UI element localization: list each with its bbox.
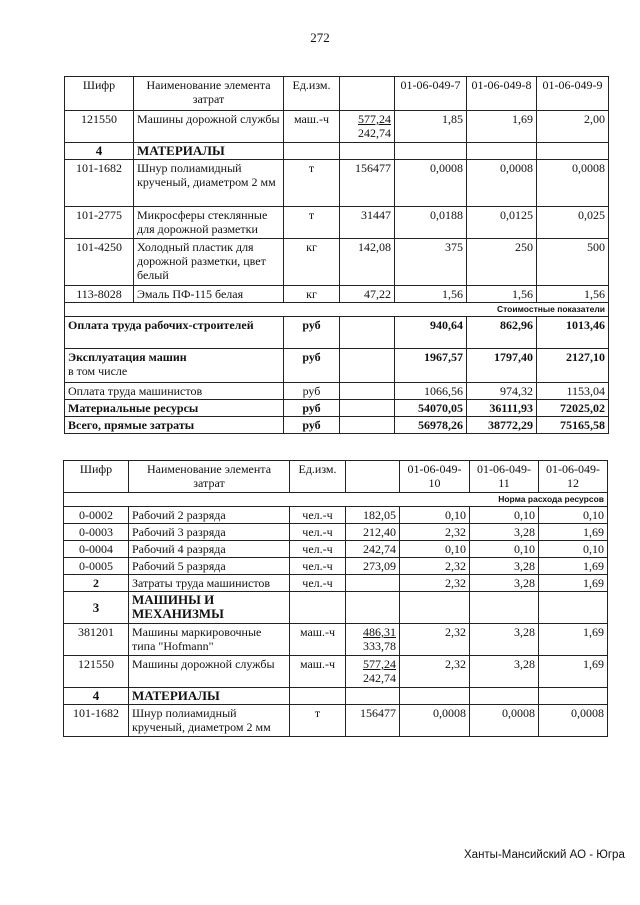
row-value-1: 2,32 [400,558,470,575]
section-code: 4 [65,143,134,160]
cost-name: Оплата труда машинистов [65,383,284,400]
row-value-1: 0,10 [400,541,470,558]
cost-name: Эксплуатация машин [68,350,187,364]
row-value-2: 0,0125 [467,207,537,239]
row-price [346,624,400,656]
row-unit: чел.-ч [290,558,346,575]
row-value-3: 0,0008 [539,705,608,737]
row-value-1: 2,32 [400,575,470,592]
cost-row [65,417,609,434]
row-price: 212,40 [346,524,400,541]
cost-row [65,383,609,400]
cost-indicators-band [65,303,609,317]
cost-value-2: 38772,29 [467,417,537,434]
row-price: 156477 [346,705,400,737]
cost-value-3: 1013,46 [537,317,609,349]
row-value-2: 250 [467,239,537,286]
cost-value-3: 72025,02 [537,400,609,417]
header-name: Наименование элемента затрат [129,461,290,493]
cost-value-2: 974,32 [467,383,537,400]
row-value-3: 1,69 [539,575,608,592]
table-row [64,656,608,688]
price-top: 486,31 [363,625,396,639]
price-bottom: 242,74 [363,671,396,685]
row-value-2: 0,10 [470,541,539,558]
row-price: 273,09 [346,558,400,575]
row-unit: т [290,705,346,737]
table-row [65,239,609,286]
row-name: Машины дорожной службы [129,656,290,688]
section-title: МАТЕРИАЛЫ [129,688,290,705]
row-price: 242,74 [346,541,400,558]
header-code: Шифр [65,77,134,111]
row-value-2: 3,28 [470,575,539,592]
row-value-2: 3,28 [470,656,539,688]
row-value-1: 0,0008 [395,160,467,207]
table-row [65,111,609,143]
row-value-1: 2,32 [400,656,470,688]
header-price [346,461,400,493]
cost-value-1: 1967,57 [395,349,467,383]
row-code: 2 [64,575,129,592]
cost-unit: руб [284,417,340,434]
row-unit: т [284,160,340,207]
row-price [346,656,400,688]
row-name: Машины дорожной службы [134,111,284,143]
row-name: Рабочий 4 разряда [129,541,290,558]
row-value-2: 1,69 [467,111,537,143]
band-label: Норма расхода ресурсов [400,493,608,507]
row-value-3: 0,10 [539,507,608,524]
row-name: Рабочий 3 разряда [129,524,290,541]
row-unit: чел.-ч [290,541,346,558]
price-bottom: 242,74 [358,126,391,140]
table-row [64,705,608,737]
cost-value-1: 56978,26 [395,417,467,434]
header-code: Шифр [64,461,129,493]
row-value-2: 3,28 [470,524,539,541]
table-row [64,541,608,558]
table-row [65,286,609,303]
row-value-2: 0,0008 [470,705,539,737]
row-value-3: 2,00 [537,111,609,143]
cost-unit: руб [284,383,340,400]
table-row [64,624,608,656]
price-bottom: 333,78 [363,639,396,653]
header-col1: 01-06-049-10 [400,461,470,493]
row-name: Рабочий 2 разряда [129,507,290,524]
row-name: Холодный пластик для дорожной разметки, цвет белый [134,239,284,286]
row-name: Эмаль ПФ-115 белая [134,286,284,303]
section-title: МАШИНЫ И МЕХАНИЗМЫ [129,592,290,624]
page-number: 272 [310,30,330,45]
cost-name: Оплата труда рабочих-строителей [65,317,284,349]
header-unit: Ед.изм. [290,461,346,493]
row-unit: чел.-ч [290,524,346,541]
section-header-machines [64,592,608,624]
row-code: 0-0004 [64,541,129,558]
cost-name-cell [65,349,284,383]
row-unit: кг [284,286,340,303]
cost-unit: руб [284,349,340,383]
row-code: 121550 [64,656,129,688]
section-title: МАТЕРИАЛЫ [134,143,284,160]
row-code: 101-2775 [65,207,134,239]
header-col3: 01-06-049-12 [539,461,608,493]
table-row [64,507,608,524]
table-row [65,160,609,207]
cost-value-1: 54070,05 [395,400,467,417]
table-row [64,524,608,541]
cost-value-2: 1797,40 [467,349,537,383]
row-value-1: 0,10 [400,507,470,524]
row-unit: маш.-ч [290,656,346,688]
cost-name: Всего, прямые затраты [65,417,284,434]
section-header-materials [64,688,608,705]
row-value-3: 0,025 [537,207,609,239]
row-value-3: 1,56 [537,286,609,303]
row-name: Рабочий 5 разряда [129,558,290,575]
section-code: 4 [64,688,129,705]
header-col1: 01-06-049-7 [395,77,467,111]
row-code: 0-0003 [64,524,129,541]
row-code: 0-0005 [64,558,129,575]
cost-subtitle: в том числе [68,364,128,378]
cost-value-3: 75165,58 [537,417,609,434]
row-unit: чел.-ч [290,507,346,524]
row-value-1: 1,56 [395,286,467,303]
row-value-1: 0,0008 [400,705,470,737]
header-col2: 01-06-049-8 [467,77,537,111]
row-price: 47,22 [340,286,395,303]
row-code: 101-1682 [64,705,129,737]
region-footer: Ханты-Мансийский АО - Югра [464,849,625,861]
resource-table-2 [63,460,608,737]
row-value-3: 1,69 [539,524,608,541]
resource-norm-band [64,493,608,507]
row-value-2: 0,10 [470,507,539,524]
price-top: 577,24 [363,657,396,671]
operators-row [64,575,608,592]
row-value-3: 1,69 [539,656,608,688]
row-value-1: 2,32 [400,524,470,541]
cost-name: Материальные ресурсы [65,400,284,417]
row-value-2: 1,56 [467,286,537,303]
cost-value-1: 1066,56 [395,383,467,400]
section-header-materials [65,143,609,160]
price-top: 577,24 [358,112,391,126]
resource-table-1 [64,76,609,434]
header-unit: Ед.изм. [284,77,340,111]
cost-unit: руб [284,317,340,349]
row-value-3: 500 [537,239,609,286]
table-header-row [65,77,609,111]
cost-row [65,349,609,383]
row-code: 121550 [65,111,134,143]
section-code: 3 [64,592,129,624]
table-row [65,207,609,239]
row-unit: т [284,207,340,239]
table-header-row [64,461,608,493]
cost-row [65,317,609,349]
row-value-1: 0,0188 [395,207,467,239]
cost-value-1: 940,64 [395,317,467,349]
row-code: 113-8028 [65,286,134,303]
row-unit: кг [284,239,340,286]
cost-value-3: 2127,10 [537,349,609,383]
row-unit: чел.-ч [290,575,346,592]
row-name: Микросферы стеклянные для дорожной разметки [134,207,284,239]
row-value-3: 1,69 [539,558,608,575]
row-value-2: 3,28 [470,558,539,575]
header-name: Наименование элемента затрат [134,77,284,111]
cost-value-3: 1153,04 [537,383,609,400]
row-code: 101-1682 [65,160,134,207]
header-col3: 01-06-049-9 [537,77,609,111]
row-name: Машины маркировочные типа "Hofmann" [129,624,290,656]
row-value-1: 2,32 [400,624,470,656]
row-price [340,111,395,143]
header-col2: 01-06-049-11 [470,461,539,493]
row-value-3: 0,10 [539,541,608,558]
row-name: Затраты труда машинистов [129,575,290,592]
row-value-2: 0,0008 [467,160,537,207]
row-code: 381201 [64,624,129,656]
cost-unit: руб [284,400,340,417]
band-label: Стоимостные показатели [395,303,609,317]
row-value-3: 1,69 [539,624,608,656]
row-code: 0-0002 [64,507,129,524]
row-price: 182,05 [346,507,400,524]
cost-value-2: 36111,93 [467,400,537,417]
table-row [64,558,608,575]
cost-value-2: 862,96 [467,317,537,349]
row-price: 142,08 [340,239,395,286]
row-value-2: 3,28 [470,624,539,656]
row-unit: маш.-ч [290,624,346,656]
header-price [340,77,395,111]
row-code: 101-4250 [65,239,134,286]
row-price: 156477 [340,160,395,207]
row-unit: маш.-ч [284,111,340,143]
row-name: Шнур полиамидный крученый, диаметром 2 мм [129,705,290,737]
row-value-3: 0,0008 [537,160,609,207]
row-name: Шнур полиамидный крученый, диаметром 2 мм [134,160,284,207]
row-value-1: 1,85 [395,111,467,143]
row-price: 31447 [340,207,395,239]
cost-row [65,400,609,417]
row-value-1: 375 [395,239,467,286]
